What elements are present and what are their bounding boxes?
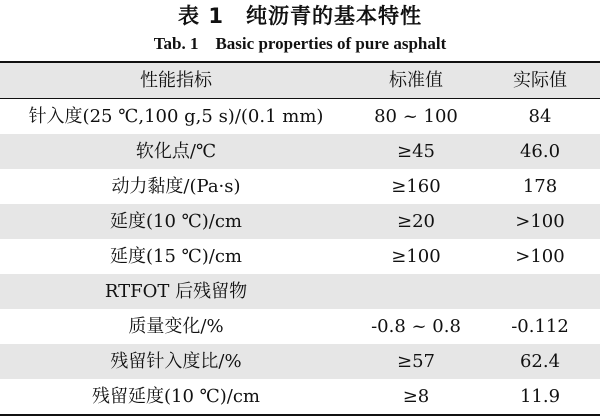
cell-actual-value: 84 <box>528 106 552 127</box>
table-row <box>0 134 600 169</box>
cell-actual-value: 178 <box>522 176 558 197</box>
cell-actual-value: >100 <box>515 211 565 232</box>
header-standard-value: 标准值 <box>389 70 443 91</box>
cell-actual-value <box>480 274 600 309</box>
cell-actual-value: 62.4 <box>519 351 561 372</box>
cell-standard-value: -0.8 ~ 0.8 <box>371 316 461 337</box>
cell-property: 质量变化/% <box>128 316 224 337</box>
table-header-row <box>0 62 600 99</box>
cell-property: 针入度(25 ℃,100 g,5 s)/(0.1 mm) <box>28 106 324 127</box>
cell-property: 残留延度(10 ℃)/cm <box>91 386 261 407</box>
cell-property: 软化点/℃ <box>135 141 217 162</box>
table-caption-en: Tab. 1 Basic properties of pure asphalt <box>153 34 447 53</box>
cell-actual-value: 11.9 <box>519 386 561 407</box>
table-caption-cn: 表 1 纯沥青的基本特性 <box>178 4 422 28</box>
cell-property: RTFOT 后残留物 <box>104 281 248 302</box>
cell-standard-value: 80 ~ 100 <box>374 106 458 127</box>
cell-standard-value: ≥8 <box>402 386 430 407</box>
table-row <box>0 239 600 274</box>
cell-property: 动力黏度/(Pa·s) <box>111 176 241 197</box>
cell-standard-value: ≥45 <box>397 141 435 162</box>
table-row <box>0 204 600 239</box>
cell-actual-value: -0.112 <box>511 316 569 337</box>
cell-property: 残留针入度比/% <box>110 351 242 372</box>
table-row <box>0 344 600 379</box>
cell-standard-value: ≥100 <box>391 246 441 267</box>
table-row <box>0 379 600 415</box>
header-property: 性能指标 <box>140 70 212 91</box>
cell-actual-value: 46.0 <box>519 141 561 162</box>
cell-standard-value: ≥20 <box>397 211 435 232</box>
cell-actual-value: >100 <box>515 246 565 267</box>
table-row <box>0 99 600 135</box>
table-row <box>0 169 600 204</box>
cell-standard-value: ≥57 <box>397 351 435 372</box>
header-actual-value: 实际值 <box>513 70 567 91</box>
cell-property: 延度(10 ℃)/cm <box>109 211 243 232</box>
cell-property: 延度(15 ℃)/cm <box>109 246 243 267</box>
cell-standard-value <box>352 274 480 309</box>
cell-standard-value: ≥160 <box>391 176 441 197</box>
properties-table <box>0 61 600 416</box>
table-row <box>0 274 600 309</box>
table-row <box>0 309 600 344</box>
